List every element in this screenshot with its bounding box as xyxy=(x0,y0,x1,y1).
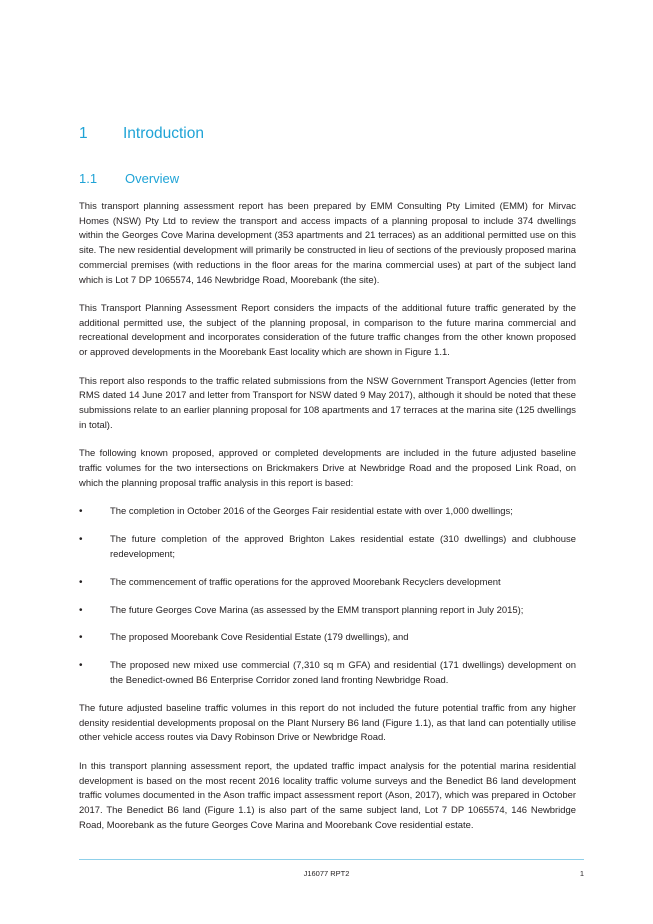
footer-divider xyxy=(79,859,584,860)
paragraph-developments-intro: The following known proposed, approved or completed developments are included in the future adjusted baseline traffic volumes for the two intersections on Brickmakers Drive at Newbridge Road and the proposed Link Road, on which the planning proposal traffic analysis in this report is based: xyxy=(79,448,576,489)
subsection-title: Overview xyxy=(125,171,180,186)
list-item-text: The future Georges Cove Marina (as assessed by the EMM transport planning report in July 2015); xyxy=(110,604,524,616)
bullet-icon: • xyxy=(79,576,83,588)
list-item xyxy=(79,505,576,520)
section-title: Introduction xyxy=(123,125,204,142)
paragraph-considerations: This Transport Planning Assessment Report considers the impacts of the additional future traffic generated by the additional permitted use, the subject of the planning proposal, in comparison to the future marina commercial and recreational development and incorporates consideration of the future traffic changes from the other known proposed or approved developments in the Moorebank East locality which are shown in Figure 1.1. xyxy=(79,303,576,359)
paragraph-intro: This transport planning assessment report has been prepared by EMM Consulting Pty Limited (EMM) for Mirvac Homes (NSW) Pty Ltd to review the transport and access impacts of a planning proposal to include 374 dwellings within the Georges Cove Marina development (353 apartments and 21 terraces) as an additional permitted use on this site. The new residential development will primarily be constructed in lieu of sections of the previously proposed marina commercial premises (with reductions in the floor areas for the marina commercial uses) at part of the subject land which is Lot 7 DP 1065574, 146 Newbridge Road, Moorebank (the site). xyxy=(79,201,576,286)
list-item xyxy=(79,533,576,562)
bullet-icon: • xyxy=(79,604,83,616)
list-item-text: The proposed new mixed use commercial (7,310 sq m GFA) and residential (171 dwellings) development on the Benedict-owned B6 Enterprise Corridor zoned land fronting Newbridge Road. xyxy=(110,660,576,686)
subsection-number: 1.1 xyxy=(79,171,98,186)
list-item xyxy=(79,631,576,646)
footer-reference: J16077 RPT2 xyxy=(303,869,350,878)
paragraph-analysis-basis: In this transport planning assessment report, the updated traffic impact analysis for the potential marina residential development is based on the most recent 2016 locality traffic volume surveys and the Benedict B6 land development traffic volumes documented in the Ason traffic impact assessment report (Ason, 2017), which was prepared in October 2017. The Benedict B6 land (Figure 1.1) is also part of the same subject land, Lot 7 DP 1065574, 146 Newbridge Road, Moorebank as the future Georges Cove Marina and Moorebank Cove residential estate. xyxy=(79,760,576,831)
bullet-icon: • xyxy=(79,660,83,672)
list-item xyxy=(79,604,576,619)
paragraph-baseline-exclusions: The future adjusted baseline traffic volumes in this report do not included the future potential traffic from any higher density residential developments proposal on the Plant Nursery B6 land (Figure 1.1), as that land can potentially utilise other vehicle access routes via Davy Robinson Drive or Newbridge Road. xyxy=(79,702,576,744)
section-number: 1 xyxy=(79,125,88,142)
list-item-text: The commencement of traffic operations for the approved Moorebank Recyclers development xyxy=(110,576,501,588)
bullet-icon: • xyxy=(79,506,83,518)
list-item xyxy=(79,576,576,591)
body-text xyxy=(79,200,576,847)
bullet-icon: • xyxy=(79,632,83,644)
list-item-text: The proposed Moorebank Cove Residential Estate (179 dwellings), and xyxy=(110,632,409,644)
developments-list xyxy=(79,505,576,689)
section-heading xyxy=(79,124,204,144)
list-item-text: The future completion of the approved Brighton Lakes residential estate (310 dwellings) and clubhouse redevelopment; xyxy=(110,534,576,560)
bullet-icon: • xyxy=(79,534,83,546)
paragraph-submissions: This report also responds to the traffic related submissions from the NSW Government Transport Agencies (letter from RMS dated 14 June 2017 and letter from Transport for NSW dated 9 May 2017), although it should be noted that these submissions relate to an earlier planning proposal for 108 apartments and 17 terraces at the marina site (125 dwellings in total). xyxy=(79,375,576,431)
list-item-text: The completion in October 2016 of the Georges Fair residential estate with over 1,000 dwellings; xyxy=(110,506,513,518)
page-number: 1 xyxy=(579,869,584,878)
list-item xyxy=(79,659,576,688)
subsection-heading xyxy=(79,170,179,188)
